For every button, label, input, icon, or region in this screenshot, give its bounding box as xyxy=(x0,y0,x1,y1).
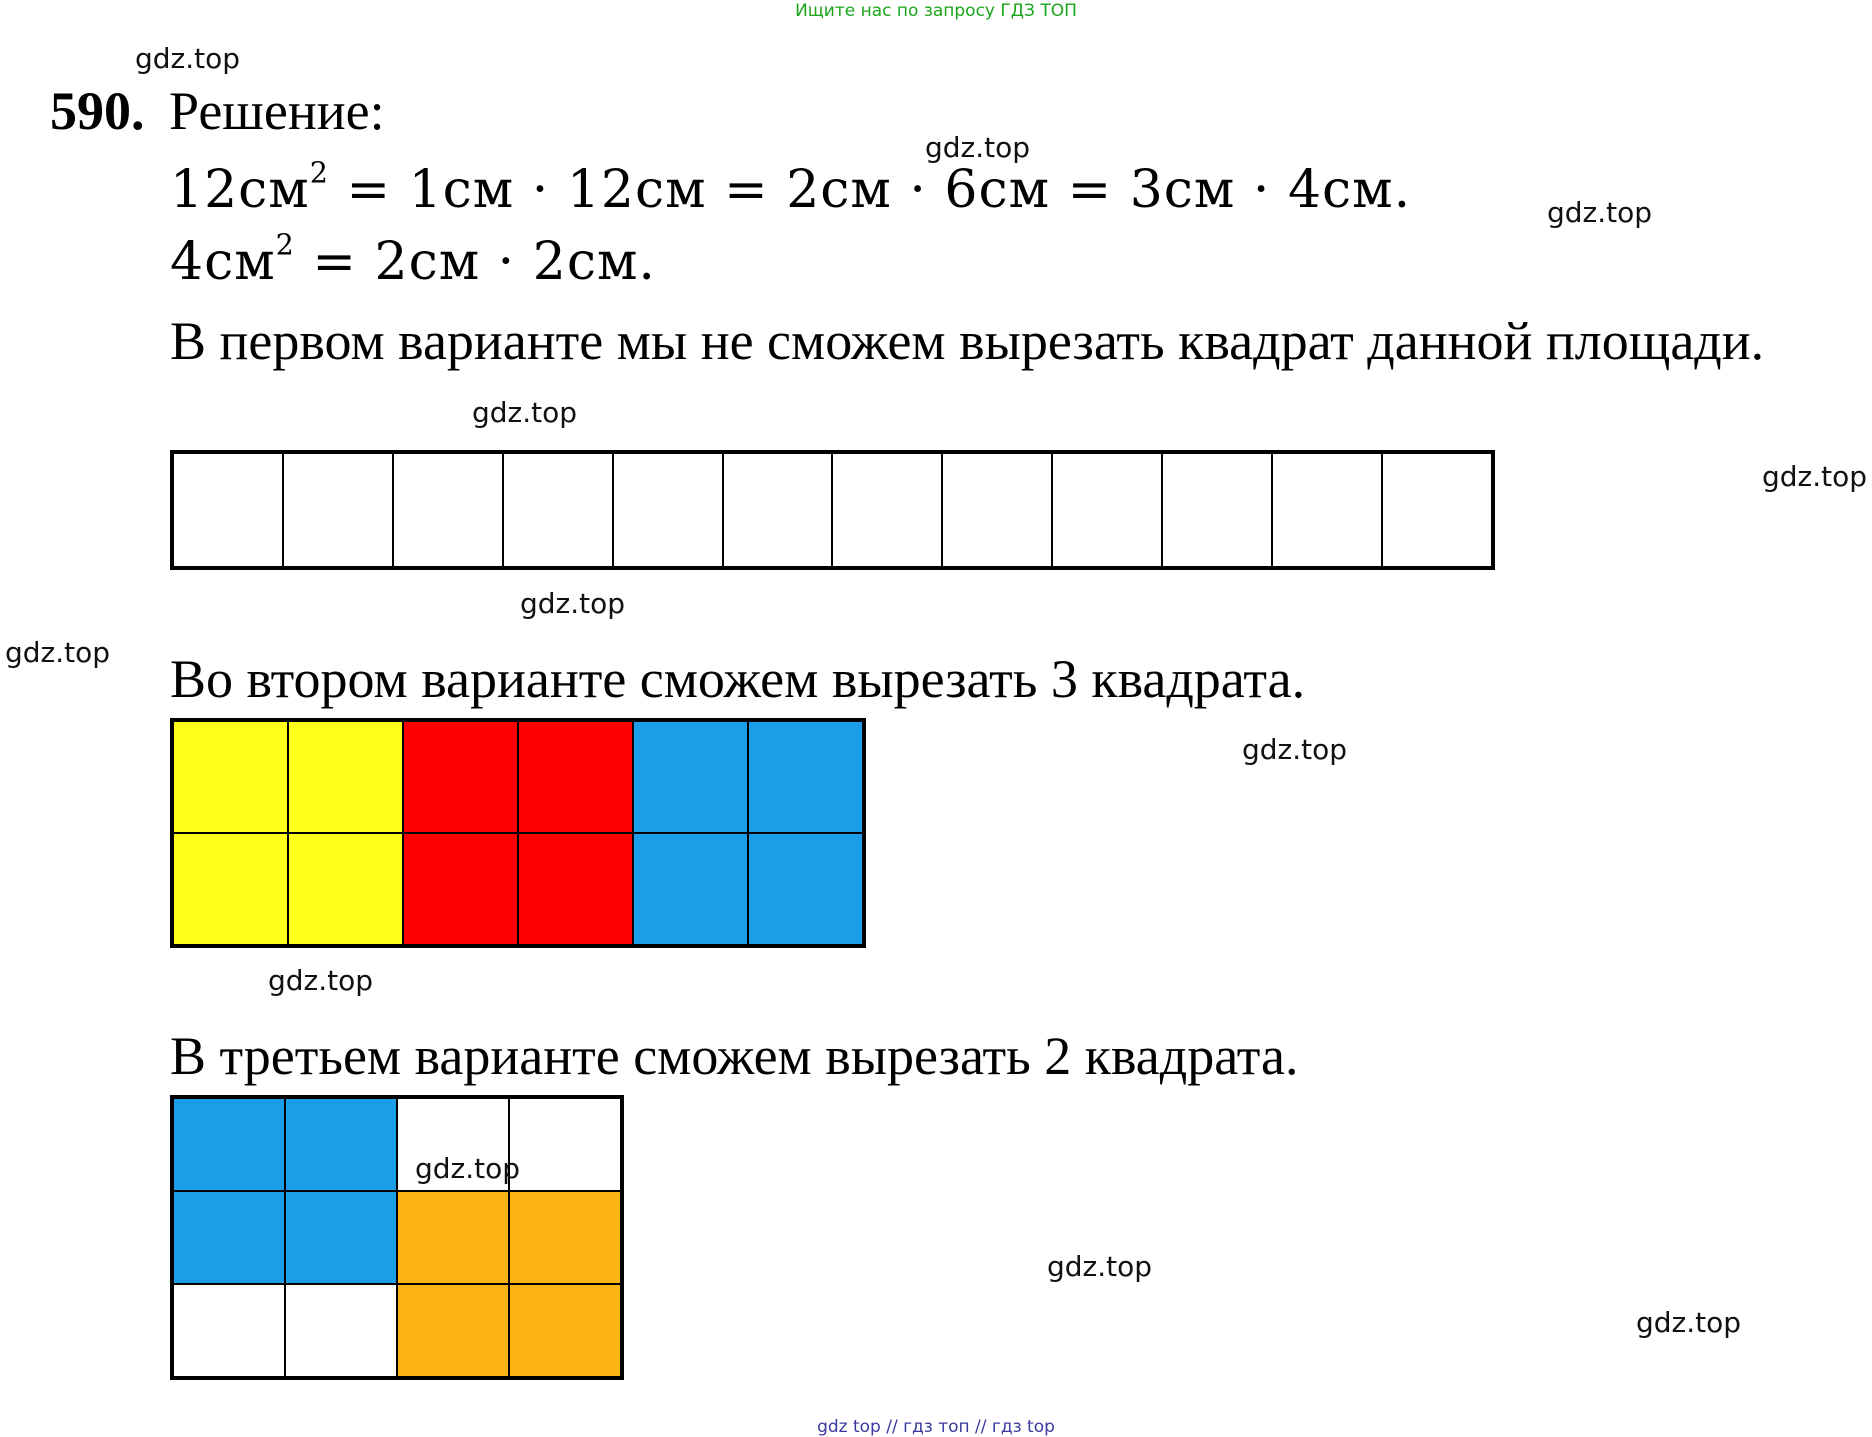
watermark: gdz.top xyxy=(1047,1250,1153,1283)
grid-cell-blue xyxy=(748,833,863,945)
variant1-text: В первом варианте мы не сможем вырезать квадрат данной площади. xyxy=(170,311,1765,371)
grid-cell-blue xyxy=(633,833,748,945)
grid-cell-white xyxy=(283,453,393,567)
grid-cell-blue xyxy=(285,1098,397,1191)
grid-cell-orange xyxy=(397,1284,509,1377)
equation-1-exponent: 2 xyxy=(309,155,329,190)
equation-line-1 xyxy=(170,155,1412,220)
variant3-grid xyxy=(170,1095,624,1380)
grid-cell-white xyxy=(1052,453,1162,567)
grid-cell-white xyxy=(173,1284,285,1377)
watermark: gdz.top xyxy=(1547,196,1653,229)
watermark: gdz.top xyxy=(520,587,626,620)
grid-cell-orange xyxy=(509,1284,621,1377)
watermark: gdz.top xyxy=(1762,460,1868,493)
equation-2-exponent: 2 xyxy=(275,227,295,262)
grid-cell-orange xyxy=(509,1191,621,1284)
grid-cell-yellow xyxy=(288,833,403,945)
watermark: gdz.top xyxy=(925,131,1031,164)
equation-2-left: 4см xyxy=(170,232,276,292)
watermark: gdz.top xyxy=(5,636,111,669)
grid-cell-white xyxy=(503,453,613,567)
grid-cell-blue xyxy=(173,1191,285,1284)
equation-line-2 xyxy=(170,227,656,292)
watermark: gdz.top xyxy=(472,396,578,429)
problem-number: 590. xyxy=(50,81,145,141)
grid-cell-blue xyxy=(748,721,863,833)
grid-cell-white xyxy=(1382,453,1492,567)
grid-cell-red xyxy=(403,721,518,833)
grid-cell-yellow xyxy=(173,721,288,833)
grid-cell-white xyxy=(832,453,942,567)
grid-cell-white xyxy=(942,453,1052,567)
watermark: gdz.top xyxy=(1636,1306,1742,1339)
grid-cell-white xyxy=(393,453,503,567)
grid-cell-blue xyxy=(173,1098,285,1191)
equation-1-right: = 1см · 12см = 2см · 6см = 3см · 4см. xyxy=(328,160,1412,220)
watermark: gdz.top xyxy=(268,964,374,997)
variant2-text: Во втором варианте сможем вырезать 3 квадрата. xyxy=(170,649,1306,709)
grid-cell-yellow xyxy=(288,721,403,833)
grid-cell-white xyxy=(613,453,723,567)
grid-cell-white xyxy=(1162,453,1272,567)
grid-cell-yellow xyxy=(173,833,288,945)
grid-cell-white xyxy=(173,453,283,567)
watermark: gdz.top xyxy=(1242,733,1348,766)
grid-cell-white xyxy=(285,1284,397,1377)
variant2-grid xyxy=(170,718,866,948)
grid-cell-red xyxy=(518,833,633,945)
grid-cell-blue xyxy=(285,1191,397,1284)
grid-cell-white xyxy=(1272,453,1382,567)
grid-cell-blue xyxy=(633,721,748,833)
equation-1-left: 12см xyxy=(170,160,310,220)
equation-2-right: = 2см · 2см. xyxy=(294,232,656,292)
grid-cell-red xyxy=(518,721,633,833)
solution-label: Решение: xyxy=(169,81,385,141)
grid-cell-white xyxy=(509,1098,621,1191)
variant3-text: В третьем варианте сможем вырезать 2 квадрата. xyxy=(170,1026,1299,1086)
grid-cell-red xyxy=(403,833,518,945)
watermark: gdz.top xyxy=(415,1152,521,1185)
variant1-grid xyxy=(170,450,1495,570)
top-banner: Ищите нас по запросу ГДЗ ТОП xyxy=(795,1,1077,21)
footer-links: gdz top // гдз топ // гдз top xyxy=(817,1417,1055,1437)
watermark: gdz.top xyxy=(135,42,241,75)
grid-cell-orange xyxy=(397,1191,509,1284)
grid-cell-white xyxy=(723,453,833,567)
